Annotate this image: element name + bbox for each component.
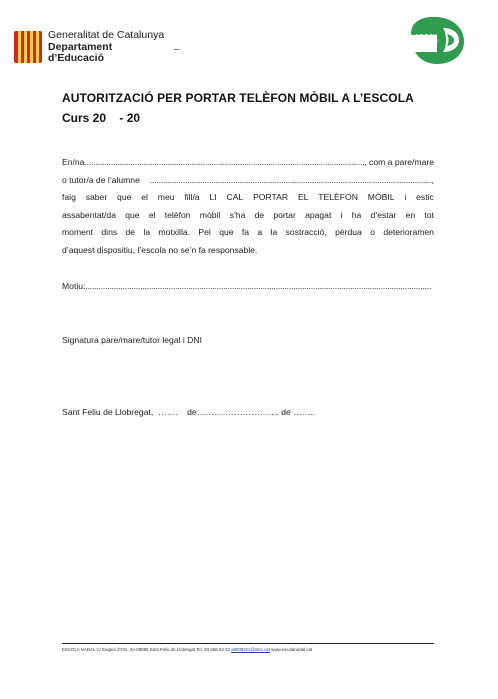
paragraph-word: saber <box>85 192 108 203</box>
header-dash: – <box>174 44 180 55</box>
footer-email-link[interactable]: a8008211@xtec.cat <box>231 647 270 652</box>
paragraph-word: EL <box>297 192 309 203</box>
paragraph-word: ha <box>351 209 362 220</box>
paragraph-word: estic <box>416 192 434 203</box>
paragraph-word: portar <box>273 209 296 220</box>
paragraph-word: el <box>148 209 156 220</box>
paragraph-line-5 <box>62 224 434 242</box>
paragraph-word: s’ha <box>229 209 246 220</box>
paragraph-word: la <box>143 227 151 238</box>
paragraph-word: o <box>370 227 375 238</box>
place-date-line: Sant Feliu de Llobregat, ……. de……………………….. de …….. <box>62 407 316 417</box>
paragraph-word: d’estar <box>370 209 397 220</box>
student-name-field[interactable] <box>150 172 432 190</box>
paragraph-word: assabentat/da <box>62 209 116 220</box>
department-line: Departament <box>48 40 113 53</box>
paragraph-word: apagat <box>305 209 332 220</box>
paragraph-word: CAL <box>226 192 244 203</box>
paragraph-word: i <box>404 192 407 203</box>
paragraph-word: pèrdua <box>335 227 362 238</box>
student-name-line <box>62 172 434 190</box>
paragraph-line-4 <box>62 207 434 225</box>
reason-label: Motiu: <box>62 281 86 291</box>
parent-name-field[interactable] <box>84 154 364 172</box>
paragraph-word: el <box>141 192 148 203</box>
paragraph-word: TELÈFON <box>318 192 358 203</box>
paragraph-word: Pel <box>198 227 211 238</box>
paragraph-word: tot <box>424 209 434 220</box>
paragraph-word: fill/a <box>184 192 200 203</box>
paragraph-word: meu <box>157 192 175 203</box>
parent-role-text: , com a pare/mare <box>364 157 434 167</box>
footer-divider <box>62 643 434 644</box>
generalitat-logo-icon <box>13 30 43 64</box>
paragraph-word: telèfon <box>164 209 191 220</box>
paragraph-word: la <box>270 227 278 238</box>
generalitat-line: Generalitat de Catalunya <box>48 29 165 41</box>
paragraph-word: de <box>125 227 136 238</box>
reason-line <box>62 281 432 291</box>
footer-web: www.escolanadal.cat <box>269 647 313 652</box>
parent-name-line <box>62 154 434 172</box>
parent-label: En/na <box>62 157 85 167</box>
generalitat-name <box>48 30 164 65</box>
signature-label: Signatura pare/mare/tutor legal i DNI <box>62 335 202 345</box>
paragraph-word: PORTAR <box>253 192 289 203</box>
paragraph-word: dins <box>101 227 118 238</box>
authorization-paragraph <box>62 154 434 260</box>
paragraph-word: a <box>257 227 263 238</box>
paragraph-word: faig <box>62 192 76 203</box>
paragraph-word: LI <box>209 192 217 203</box>
paragraph-word: que <box>117 192 132 203</box>
paragraph-word: moment <box>62 227 94 238</box>
paragraph-word: de <box>254 209 265 220</box>
escola-nadal-logo <box>407 14 467 66</box>
paragraph-word: en <box>405 209 416 220</box>
paragraph-word: MÒBIL <box>367 192 395 203</box>
footer-info <box>62 647 312 652</box>
paragraph-word: que <box>219 227 234 238</box>
reason-field[interactable] <box>85 281 432 291</box>
paragraph-word: sostracció, <box>285 227 327 238</box>
paragraph-word: que <box>125 209 140 220</box>
paragraph-word: mòbil <box>199 209 221 220</box>
paragraph-line-3 <box>62 189 434 207</box>
document-title: AUTORITZACIÓ PER PORTAR TELÈFON MÒBIL A L’ESCOLA <box>62 91 414 105</box>
paragraph-line-6: d’aquest dispositiu, l’escola no se’n fa responsable. <box>62 244 258 255</box>
student-line-comma: , <box>431 174 434 185</box>
logo-escola-text: Escola <box>411 27 439 37</box>
paragraph-word: motxilla. <box>158 227 191 238</box>
paragraph-word: fa <box>241 227 250 238</box>
paragraph-word: deterioramen <box>383 227 434 238</box>
paragraph-word: i <box>340 209 343 220</box>
logo-nadal-text: Nadal <box>413 38 438 48</box>
course-year: Curs 20 - 20 <box>62 111 141 125</box>
student-label: o tutor/a de l’alumne <box>62 174 140 185</box>
education-line: d’Educació <box>48 52 105 64</box>
footer-address: ESCOLA NADAL C/ Eugeni d’Ors, 3A 08980 Sant Feliu de Llobregat Tel. 93 666 52 43 <box>62 647 232 652</box>
